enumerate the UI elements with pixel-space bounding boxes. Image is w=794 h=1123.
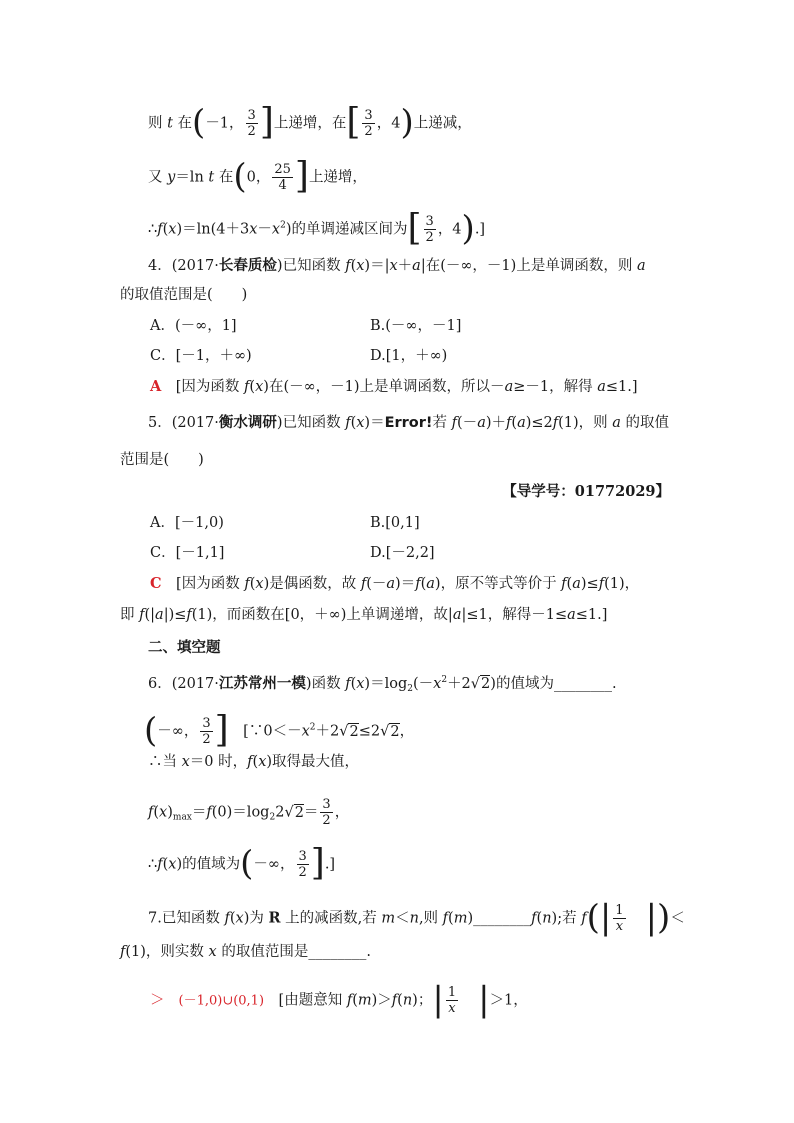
question-5-answer: C [因为函数 f(x)是偶函数，故 f(－a)＝f(a)，原不等式等价于 f(a)≤f(1)，	[150, 575, 640, 592]
text: －1，	[205, 115, 244, 132]
fraction: $\frac{3}{2}$	[322, 797, 331, 828]
option-b: B.(－∞，－1]	[370, 318, 462, 334]
question-7-stem-cont: f(1)，则实数 x 的取值范围是________.	[120, 944, 371, 960]
option-d: D.[1，＋∞)	[370, 348, 448, 364]
question-5-stem: 5．(2017·衡水调研)已知函数 f(x)＝Error!若 f(－a)＋f(a)≤2f(1)，则 a 的取值	[148, 415, 670, 431]
option-c: C．[－1,1]	[150, 545, 225, 561]
question-4-stem-cont: 的取值范围是( )	[120, 287, 248, 303]
fraction: $\frac{1}{x}$	[615, 903, 624, 934]
source-label: 江苏常州一模	[218, 676, 306, 692]
question-6-step-4: ∴f(x)的值域为(－∞， $\frac{3}{2}$ ].]	[148, 842, 336, 884]
right-paren: )	[461, 208, 475, 249]
text: 上递减，	[413, 115, 472, 132]
fraction: $\frac{25}{4}$	[274, 162, 291, 193]
left-bracket: [	[407, 207, 422, 249]
question-7-answer: ＞ (－1,0)∪(0,1) [由题意知 f(m)＞f(n)；| $\frac{1}{x}$ |＞1，	[150, 979, 528, 1020]
right-paren: )	[400, 102, 414, 143]
answer-blank: ________	[553, 676, 612, 692]
question-6-stem: 6．(2017·江苏常州一模)函数 $f(x)=\log_2(-x^2+2√2)$的值域为________.	[148, 675, 617, 694]
sqrt-radicand: 2	[481, 676, 491, 692]
text: 在	[172, 115, 193, 132]
answer-letter: A	[150, 378, 162, 395]
answer-symbol: ＞	[150, 992, 165, 1009]
text: 在	[214, 169, 234, 186]
fraction: $\frac{3}{2}$	[298, 849, 307, 880]
source-label: 衡水调研	[218, 415, 277, 431]
question-5-stem-cont: 范围是( )	[120, 452, 204, 468]
right-bracket: ]	[294, 155, 309, 197]
text: 上递增，	[308, 169, 367, 186]
text: 则	[148, 115, 168, 132]
fraction: $\frac{3}{2}$	[202, 716, 211, 747]
answer-range: (－1,0)∪(0,1)	[178, 993, 265, 1009]
source-label: 长春质检	[218, 258, 277, 274]
question-5-answer-cont: 即 f(|a|)≤f(1)，而函数在[0，＋∞)上单调递增，故|a|≤1，解得－1≤a≤1.]	[120, 607, 608, 623]
option-b: B.[0,1]	[370, 515, 420, 531]
question-4-answer: A [因为函数 f(x)在(－∞，－1)上是单调函数，所以－a≥－1，解得 a≤1.]	[150, 378, 638, 395]
text: 上递增，在	[273, 115, 347, 132]
solution-line-conclusion: $\therefore f(x)=\ln(4+3x-x^2)$的单调递减区间为[ $\frac{3}{2}$ ，4).]	[148, 207, 486, 249]
text: ，4	[376, 115, 401, 132]
solution-line-ln-t	[148, 155, 367, 197]
answer-letter: C	[150, 575, 162, 592]
error-placeholder: Error!	[384, 415, 433, 431]
text: 又	[148, 169, 168, 186]
var-y: y	[167, 169, 176, 186]
option-c: C．[－1，＋∞)	[150, 348, 252, 364]
option-d: D.[－2,2]	[370, 545, 435, 561]
right-bracket: ]	[259, 101, 274, 143]
var-t: t	[208, 169, 215, 186]
var-t: t	[167, 115, 173, 132]
fraction: $\frac{3}{2}$	[425, 214, 434, 245]
left-paren: (	[192, 102, 206, 143]
question-4-stem: 4．(2017·长春质检)已知函数 f(x)＝|x＋a|在(－∞，－1)上是单调函数，则 a	[148, 258, 646, 274]
answer-blank: ________	[308, 944, 367, 960]
text: 0，	[246, 169, 271, 186]
fraction: $\frac{3}{2}$	[247, 108, 256, 139]
question-6-step-3: $f(x)_{max}=f(0)=\log_22√2=$ $\frac{3}{2}$ ，	[148, 797, 350, 828]
fraction: $\frac{1}{x}$	[447, 985, 457, 1016]
answer-blank: ________	[473, 910, 532, 927]
question-6-step-2: ∴当 x＝0 时，f(x)取得最大值，	[148, 754, 360, 770]
solution-line-increasing-decreasing	[148, 101, 472, 143]
therefore-symbol: ∴	[148, 221, 158, 238]
option-a: A．[－1,0)	[150, 515, 224, 531]
guide-number-tag: 【导学号：01772029】	[502, 483, 670, 500]
question-7-stem: 7.已知函数 f(x)为 R 上的减函数,若 m＜n,则 f(m)________f(n);若 f(| $\frac{1}{x}$ |)＜	[148, 897, 685, 938]
text: ＝ln	[175, 169, 209, 186]
left-paren: (	[233, 156, 247, 197]
option-a: A．(－∞，1]	[150, 318, 237, 334]
question-6-answer: (－∞， $\frac{3}{2}$ ] [$\because 0<-x^2+2√2\le 2√2$，	[144, 709, 415, 751]
fraction: $\frac{3}{2}$	[364, 108, 373, 139]
left-bracket: [	[346, 101, 361, 143]
section-heading: 二、填空题	[148, 640, 221, 656]
